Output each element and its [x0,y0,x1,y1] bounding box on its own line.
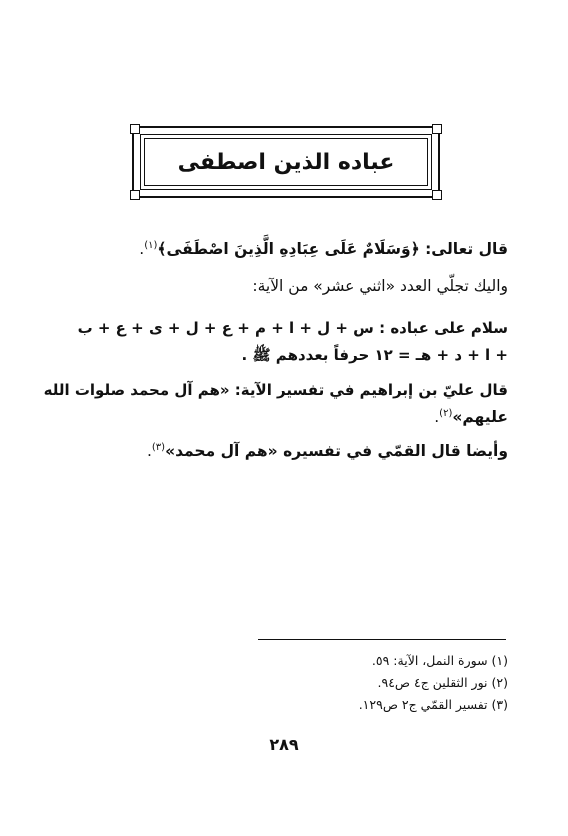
paragraph-letter-count-line-1: سلام على عباده : س + ل + ا + م + ع + ل + ى + ع + ب [77,319,508,337]
footnote-item: (٣) تفسير القمّي ج٢ ص١٢٩. [358,697,508,712]
sentence-end: . [434,408,440,426]
paragraph-qummi [147,440,508,462]
footnote-item: (٢) نور الثقلين ج٤ ص٩٤. [377,675,508,690]
paragraph-letter-count-line-2: + ا + د + هـ = ١٢ حرفاً بعددهم ﷺ . [241,346,508,364]
paragraph-tafsir-line-1: قال عليّ بن إبراهيم في تفسير الآية: «هم آل محمد صلوات الله [43,381,508,399]
paragraph-quran-verse [139,238,508,260]
verse-text: قال تعالى: ﴿وَسَلَامٌ عَلَى عِبَادِهِ الَّذِينَ اصْطَفَى﴾ [157,240,508,258]
chapter-title: عباده الذين اصطفى [177,149,395,175]
footnote-item: (١) سورة النمل، الآية: ٥٩. [371,653,508,668]
tafsir-quote-end: عليهم» [452,408,508,426]
page-number: ٢٨٩ [269,735,299,754]
footnote-ref: (٢) [439,407,453,419]
footnote-ref: (٣) [151,441,166,453]
footnote-ref: (١) [144,239,158,251]
qummi-quote: وأيضا قال القمّي في تفسيره «هم آل محمد» [165,442,508,460]
paragraph-tafsir-line-2 [434,406,508,428]
footnote-divider [258,639,506,640]
chapter-title-frame [132,126,440,198]
sentence-end: . [146,442,152,460]
paragraph-intro: واليك تجلّي العدد «اثني عشر» من الآية: [252,277,508,295]
sentence-end: . [139,240,145,258]
